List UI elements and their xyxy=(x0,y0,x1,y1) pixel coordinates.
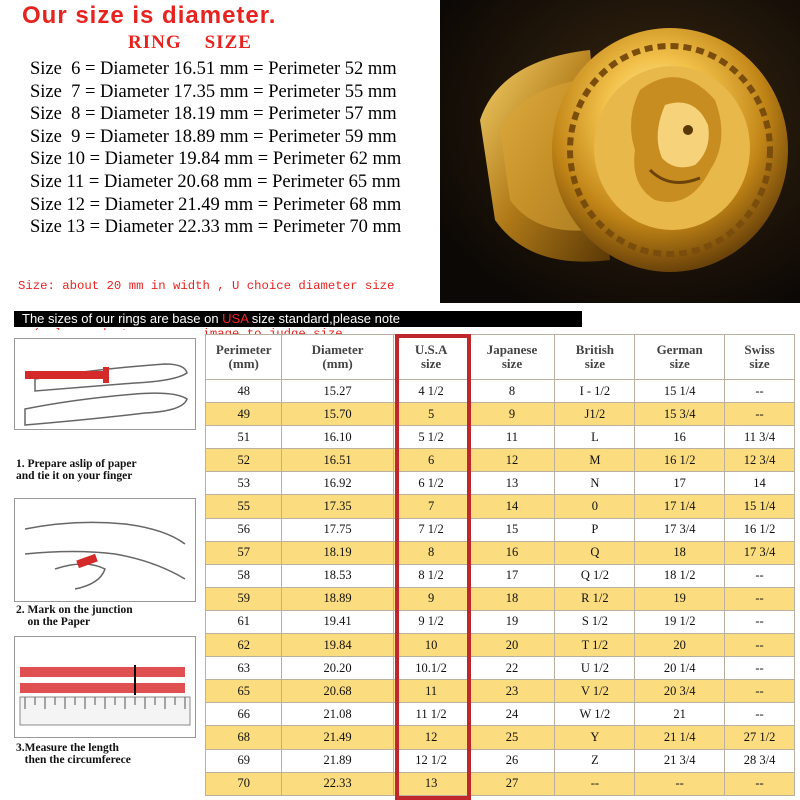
table-cell: -- xyxy=(725,564,795,587)
table-cell: 19.41 xyxy=(282,610,393,633)
table-row xyxy=(206,680,795,703)
size-line: Size 11 = Diameter 20.68 mm = Perimeter 65 mm xyxy=(30,171,401,192)
table-row xyxy=(206,749,795,772)
size-line: Size 7 = Diameter 17.35 mm = Perimeter 55 mm xyxy=(30,81,397,102)
table-cell: 19 xyxy=(635,587,725,610)
table-cell: 19 xyxy=(469,610,555,633)
banner-text-after: size standard,please note xyxy=(248,311,400,326)
table-cell: 20 3/4 xyxy=(635,680,725,703)
table-row xyxy=(206,541,795,564)
table-cell: -- xyxy=(725,403,795,426)
table-cell: 12 xyxy=(393,726,469,749)
size-info-panel xyxy=(0,0,440,303)
table-row xyxy=(206,564,795,587)
table-cell: 68 xyxy=(206,726,282,749)
table-header-row xyxy=(206,335,795,380)
table-cell: -- xyxy=(725,657,795,680)
table-row xyxy=(206,380,795,403)
table-cell: 16 xyxy=(635,426,725,449)
table-cell: 20 xyxy=(469,634,555,657)
table-row xyxy=(206,403,795,426)
step-2-text: 2. Mark on the junction on the Paper xyxy=(16,604,133,628)
table-cell: 18 1/2 xyxy=(635,564,725,587)
size-line: Size 8 = Diameter 18.19 mm = Perimeter 57 mm xyxy=(30,104,397,125)
table-cell: 22 xyxy=(469,657,555,680)
table-cell: 23 xyxy=(469,680,555,703)
table-cell: 18 xyxy=(635,541,725,564)
table-cell: 17.75 xyxy=(282,518,393,541)
table-cell: 16 1/2 xyxy=(725,518,795,541)
table-row xyxy=(206,657,795,680)
table-cell: 12 3/4 xyxy=(725,449,795,472)
table-cell: -- xyxy=(725,772,795,795)
table-cell: 6 1/2 xyxy=(393,472,469,495)
banner-usa-highlight: USA xyxy=(222,311,249,326)
table-cell: -- xyxy=(725,680,795,703)
table-row xyxy=(206,634,795,657)
usa-standard-banner xyxy=(14,311,582,327)
table-cell: -- xyxy=(725,610,795,633)
panel-title: Our size is diameter. xyxy=(22,2,277,29)
table-cell: 10.1/2 xyxy=(393,657,469,680)
table-cell: -- xyxy=(725,634,795,657)
table-cell: 17 xyxy=(635,472,725,495)
table-cell: N xyxy=(555,472,635,495)
table-cell: P xyxy=(555,518,635,541)
table-cell: 11 3/4 xyxy=(725,426,795,449)
table-cell: 55 xyxy=(206,495,282,518)
ring-illustration xyxy=(440,0,800,303)
table-cell: 15.27 xyxy=(282,380,393,403)
ring-size-table xyxy=(205,334,795,796)
table-cell: 18.19 xyxy=(282,541,393,564)
table-cell: 12 1/2 xyxy=(393,749,469,772)
gold-lion-ring-photo xyxy=(440,0,800,303)
table-cell: 17 3/4 xyxy=(635,518,725,541)
table-row xyxy=(206,472,795,495)
table-cell: 56 xyxy=(206,518,282,541)
table-cell: 26 xyxy=(469,749,555,772)
table-cell: Q 1/2 xyxy=(555,564,635,587)
table-cell: 5 xyxy=(393,403,469,426)
table-cell: 27 xyxy=(469,772,555,795)
table-cell: 69 xyxy=(206,749,282,772)
table-cell: 22.33 xyxy=(282,772,393,795)
table-cell: 21.89 xyxy=(282,749,393,772)
table-cell: L xyxy=(555,426,635,449)
table-cell: R 1/2 xyxy=(555,587,635,610)
table-cell: -- xyxy=(635,772,725,795)
table-cell: 21 xyxy=(635,703,725,726)
table-row xyxy=(206,703,795,726)
size-line: Size 6 = Diameter 16.51 mm = Perimeter 52 mm xyxy=(30,59,397,79)
table-cell: 62 xyxy=(206,634,282,657)
table-cell: 20.20 xyxy=(282,657,393,680)
table-row xyxy=(206,495,795,518)
table-cell: 19.84 xyxy=(282,634,393,657)
table-cell: 16.10 xyxy=(282,426,393,449)
table-cell: 11 xyxy=(469,426,555,449)
table-cell: 9 xyxy=(393,587,469,610)
table-cell: 8 xyxy=(393,541,469,564)
table-row xyxy=(206,587,795,610)
table-cell: Z xyxy=(555,749,635,772)
table-row xyxy=(206,726,795,749)
table-cell: 21 3/4 xyxy=(635,749,725,772)
table-cell: 48 xyxy=(206,380,282,403)
ruler-illustration xyxy=(14,636,196,738)
ring-size-heading: RING SIZE xyxy=(128,32,252,53)
table-cell: 12 xyxy=(469,449,555,472)
table-cell: 20 1/4 xyxy=(635,657,725,680)
table-cell: 20.68 xyxy=(282,680,393,703)
table-cell: 7 xyxy=(393,495,469,518)
table-cell: 51 xyxy=(206,426,282,449)
note-line: Size: about 20 mm in width , U choice diameter size xyxy=(18,279,395,293)
size-line: Size 9 = Diameter 18.89 mm = Perimeter 59 mm xyxy=(30,126,397,147)
table-cell: 10 xyxy=(393,634,469,657)
table-cell: 17 xyxy=(469,564,555,587)
table-cell: 61 xyxy=(206,610,282,633)
table-cell: -- xyxy=(725,703,795,726)
table-cell: 17.35 xyxy=(282,495,393,518)
table-cell: 17 1/4 xyxy=(635,495,725,518)
table-cell: 16.51 xyxy=(282,449,393,472)
table-cell: 8 xyxy=(469,380,555,403)
step-1-text: 1. Prepare aslip of paper and tie it on your finger xyxy=(16,458,137,482)
table-cell: 66 xyxy=(206,703,282,726)
col-swiss: Swiss size xyxy=(725,335,795,380)
col-diameter: Diameter (mm) xyxy=(282,335,393,380)
table-cell: T 1/2 xyxy=(555,634,635,657)
table-cell: -- xyxy=(555,772,635,795)
hand-paper-illustration xyxy=(14,338,196,430)
table-cell: 17 3/4 xyxy=(725,541,795,564)
table-cell: 18.89 xyxy=(282,587,393,610)
size-line: Size 12 = Diameter 21.49 mm = Perimeter 68 mm xyxy=(30,194,402,215)
table-row xyxy=(206,426,795,449)
table-cell: 13 xyxy=(469,472,555,495)
table-cell: 19 1/2 xyxy=(635,610,725,633)
table-cell: U 1/2 xyxy=(555,657,635,680)
table-cell: 24 xyxy=(469,703,555,726)
banner-text-before: The sizes of our rings are base on xyxy=(22,311,223,326)
step-3-text: 3.Measure the length then the circumferece xyxy=(16,742,131,766)
table-cell: 11 xyxy=(393,680,469,703)
table-cell: V 1/2 xyxy=(555,680,635,703)
table-cell: 4 1/2 xyxy=(393,380,469,403)
table-cell: 15 xyxy=(469,518,555,541)
table-cell: Q xyxy=(555,541,635,564)
col-usa: U.S.A size xyxy=(393,335,469,380)
table-cell: 49 xyxy=(206,403,282,426)
table-cell: 9 xyxy=(469,403,555,426)
table-cell: 5 1/2 xyxy=(393,426,469,449)
table-cell: M xyxy=(555,449,635,472)
size-conversion-list xyxy=(30,58,401,239)
table-cell: 57 xyxy=(206,541,282,564)
table-cell: 18 xyxy=(469,587,555,610)
table-cell: -- xyxy=(725,380,795,403)
table-cell: Y xyxy=(555,726,635,749)
table-cell: W 1/2 xyxy=(555,703,635,726)
table-cell: 6 xyxy=(393,449,469,472)
table-cell: 16.92 xyxy=(282,472,393,495)
table-cell: 63 xyxy=(206,657,282,680)
table-cell: 25 xyxy=(469,726,555,749)
table-cell: 15.70 xyxy=(282,403,393,426)
col-japanese: Japanese size xyxy=(469,335,555,380)
table-cell: 16 1/2 xyxy=(635,449,725,472)
table-row xyxy=(206,610,795,633)
table-cell: 53 xyxy=(206,472,282,495)
table-cell: 15 1/4 xyxy=(635,380,725,403)
table-cell: 16 xyxy=(469,541,555,564)
table-cell: 18.53 xyxy=(282,564,393,587)
table-cell: 58 xyxy=(206,564,282,587)
table-cell: 28 3/4 xyxy=(725,749,795,772)
col-german: German size xyxy=(635,335,725,380)
table-cell: 15 1/4 xyxy=(725,495,795,518)
table-cell: 13 xyxy=(393,772,469,795)
size-line: Size 13 = Diameter 22.33 mm = Perimeter 70 mm xyxy=(30,217,402,238)
table-cell: 8 1/2 xyxy=(393,564,469,587)
table-cell: 21 1/4 xyxy=(635,726,725,749)
table-cell: 15 3/4 xyxy=(635,403,725,426)
table-cell: S 1/2 xyxy=(555,610,635,633)
table-row xyxy=(206,518,795,541)
table-cell: 21.08 xyxy=(282,703,393,726)
mark-junction-illustration xyxy=(14,498,196,602)
table-cell: 9 1/2 xyxy=(393,610,469,633)
col-perimeter: Perimeter (mm) xyxy=(206,335,282,380)
table-cell: 11 1/2 xyxy=(393,703,469,726)
table-cell: 0 xyxy=(555,495,635,518)
table-cell: I - 1/2 xyxy=(555,380,635,403)
table-cell: J1/2 xyxy=(555,403,635,426)
table-cell: 21.49 xyxy=(282,726,393,749)
table-cell: -- xyxy=(725,587,795,610)
table-cell: 14 xyxy=(725,472,795,495)
table-cell: 65 xyxy=(206,680,282,703)
size-line: Size 10 = Diameter 19.84 mm = Perimeter 62 mm xyxy=(30,149,402,170)
table-cell: 20 xyxy=(635,634,725,657)
table-cell: 52 xyxy=(206,449,282,472)
table-cell: 7 1/2 xyxy=(393,518,469,541)
table-cell: 59 xyxy=(206,587,282,610)
table-row xyxy=(206,772,795,795)
table-cell: 14 xyxy=(469,495,555,518)
table-cell: 27 1/2 xyxy=(725,726,795,749)
measuring-instructions xyxy=(0,330,205,800)
col-british: British size xyxy=(555,335,635,380)
table-row xyxy=(206,449,795,472)
table-cell: 70 xyxy=(206,772,282,795)
